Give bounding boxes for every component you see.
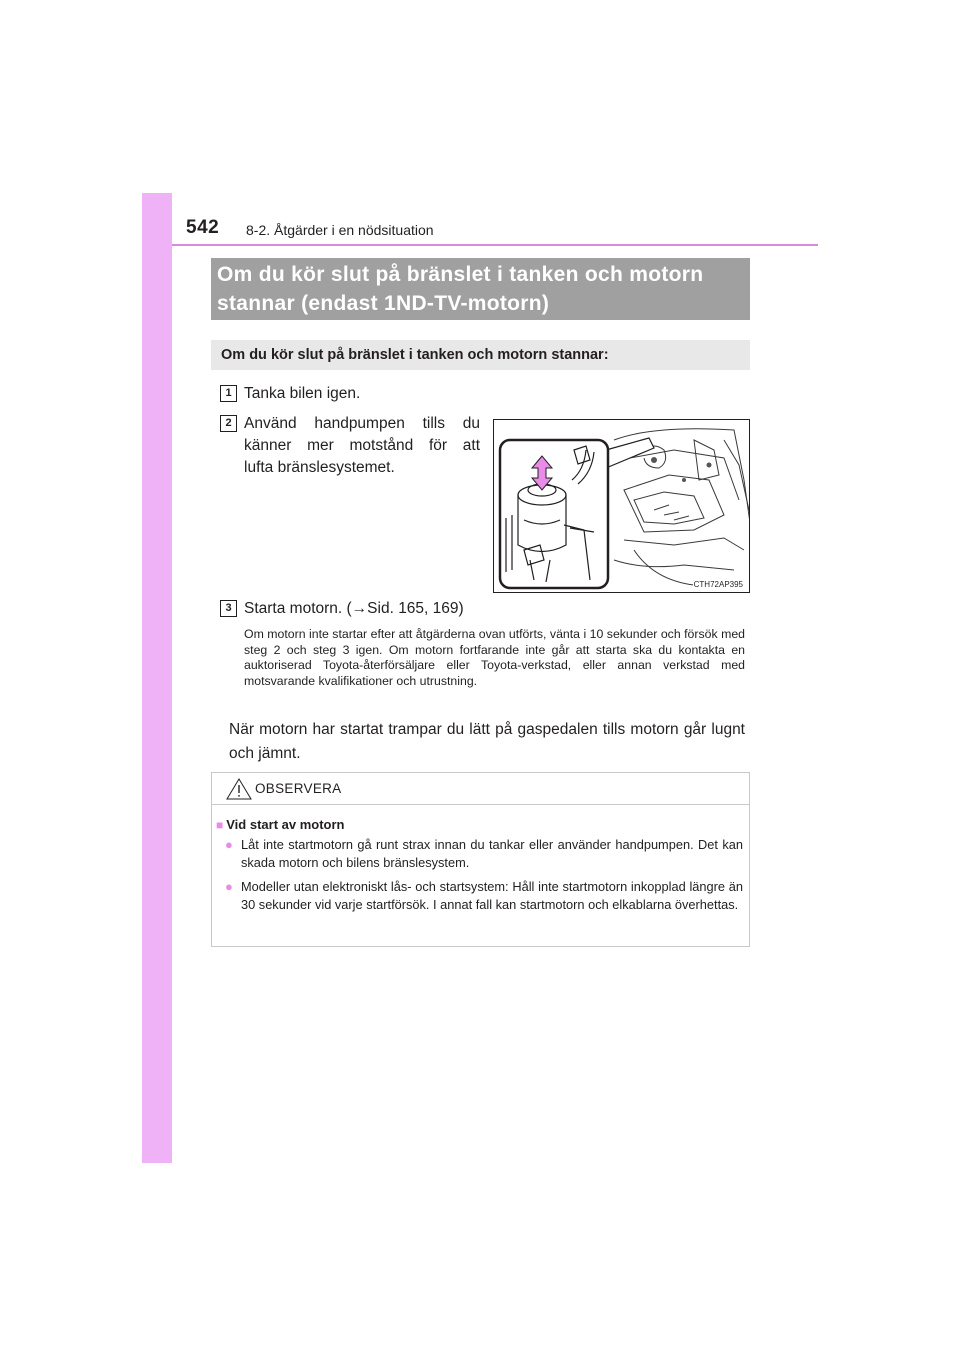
step-1-number: 1 [220,385,237,402]
subheading-box: Om du kör slut på bränslet i tanken och motorn stannar: [211,340,750,370]
page-number: 542 [186,217,220,238]
step-2-text [244,413,480,479]
caution-header [212,773,749,805]
title-line-1: Om du kör slut på bränslet i tanken och motorn [217,263,704,286]
step-3-note: Om motorn inte startar efter att åtgärderna ovan utförts, vänta i 10 sekunder och försök med steg 2 och steg 3 igen. Om motorn fortfarande inte går att starta ska du kontakta en auktoriserad Toyota-återförsäljare eller Toyota-verkstad, eller annan verkstad med motsvarande kvalifikationer och utrustning. [244,627,745,688]
caution-bullet-2: Modeller utan elektroniskt lås- och startsystem: Håll inte startmotorn inkopplad längre än 30 sekunder vid varje startförsök. I annat fall kan startmotorn och elkablarna överhettas. [241,879,743,912]
figure-code: CTH72AP395 [693,580,743,589]
step-1-text: Tanka bilen igen. [244,385,361,402]
caution-box [211,772,750,947]
step-3-number: 3 [220,600,237,617]
chapter-title-box [211,258,750,320]
step-2-line-3: lufta bränslesystemet. [244,459,395,476]
engine-fuel-pump-illustration [494,420,750,593]
title-line-2: stannar (endast 1ND-TV-motorn) [217,292,550,315]
square-bullet-icon: ■ [216,818,224,832]
step-3-text: Starta motorn. (→Sid. 165, 169) [244,600,464,617]
step-2-number: 2 [220,415,237,432]
section-title: 8-2. Åtgärder i en nödsituation [246,222,434,238]
caution-title: OBSERVERA [255,781,342,796]
step-2-line-1: Använd handpumpen tills du [244,415,480,432]
step-2-line-2: känner mer motstånd för att [244,437,480,454]
warning-triangle-icon [226,778,252,805]
caution-subheading-text: Vid start av motorn [226,817,345,832]
after-start-paragraph: När motorn har startat trampar du lätt på gaspedalen tills motorn går lugnt och jämnt. [229,721,745,762]
bullet-dot-icon: ● [225,837,233,852]
caution-subheading [216,817,344,832]
side-tab [142,193,172,1163]
caution-bullet-1: Låt inte startmotorn gå runt strax innan du tankar eller använder handpumpen. Det kan skada motorn och bilens bränslesystem. [241,837,743,870]
header-divider [172,244,818,246]
bullet-dot-icon: ● [225,879,233,894]
engine-illustration [493,419,750,593]
